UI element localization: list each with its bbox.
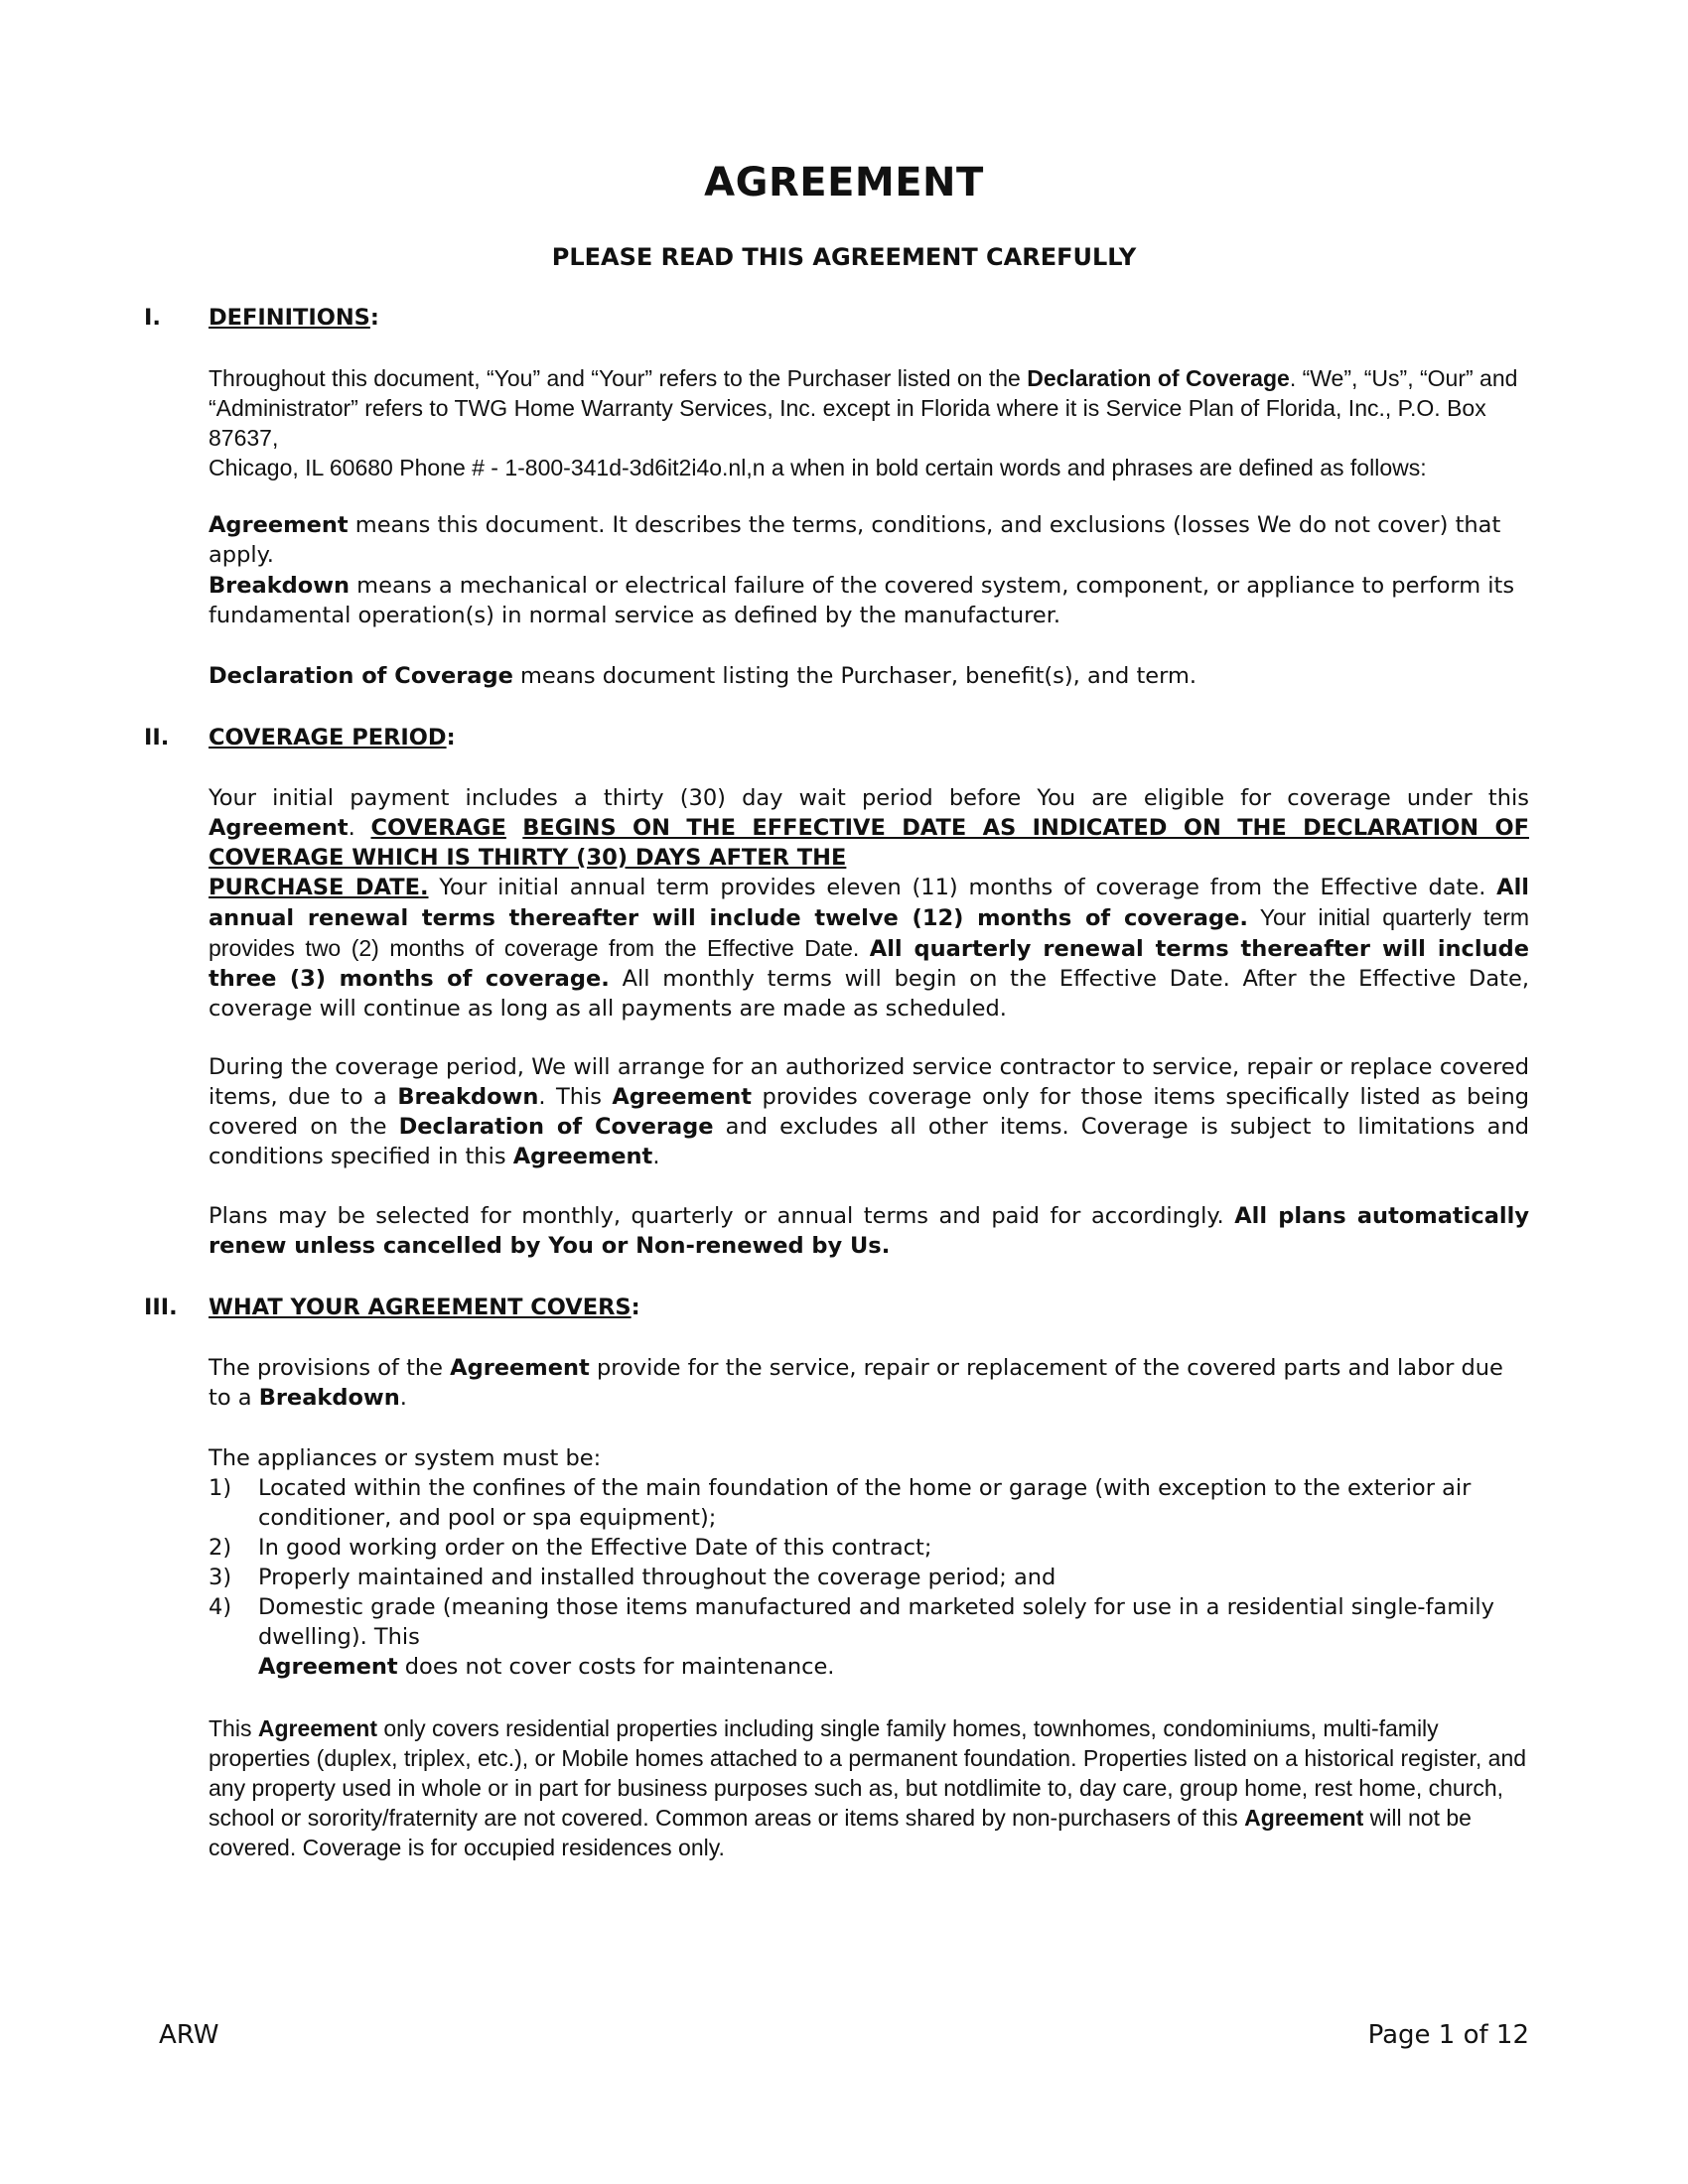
list-number: 3): [209, 1565, 232, 1590]
paragraph-text: Your initial payment includes a thirty (30) day wait period before You are eligible for coverage under this: [209, 785, 1529, 811]
bold-notice: All quarterly renewal terms thereafter will include three (3) months of coverage.: [209, 936, 1529, 992]
section-colon: :: [446, 725, 456, 751]
list-item: [209, 1563, 1529, 1592]
page-title: AGREEMENT: [704, 160, 984, 205]
section-label: COVERAGE PERIOD: [209, 725, 447, 751]
list-item-text: Located within the confines of the main foundation of the home or garage (with exception to the exterior air conditioner, and pool or spa equipment);: [258, 1475, 1472, 1531]
paragraph-text: provides coverage only for those items specifically listed as being covered on the: [209, 1084, 1530, 1140]
bold-term: Declaration of Coverage: [209, 663, 513, 689]
list-item-text: does not cover costs for maintenance.: [397, 1654, 835, 1680]
definition-breakdown: [209, 571, 1529, 630]
bold-term: Breakdown: [209, 573, 351, 599]
paragraph-text: school or sorority/fraternity are not covered. Common areas or items shared by non-purchasers of this: [209, 1805, 1245, 1831]
section-heading-what-covers: [144, 1293, 640, 1322]
coverage-period-paragraph-3: [209, 1201, 1529, 1261]
bold-term: Agreement: [450, 1355, 590, 1381]
list-item: [209, 1473, 1529, 1533]
paragraph-text: .: [399, 1385, 407, 1411]
section-label: WHAT YOUR AGREEMENT COVERS: [209, 1295, 632, 1320]
page-subtitle: PLEASE READ THIS AGREEMENT CAREFULLY: [551, 243, 1137, 271]
bold-term: Declaration of Coverage: [1027, 365, 1290, 391]
paragraph-text: This: [209, 1715, 258, 1741]
list-item-text: Properly maintained and installed throughout the coverage period; and: [258, 1565, 1056, 1590]
paragraph-text: During the coverage period, We will arrange for an authorized service contractor to service, repair or replace covered items, due to a: [209, 1054, 1529, 1110]
paragraph-text: provide for the service, repair or replacement of the covered parts and labor due to a: [209, 1355, 1503, 1411]
paragraph-text: All monthly terms will begin on the Effective Date. After the Effective Date, coverage will continue as long as all payments are made as scheduled.: [209, 966, 1529, 1022]
bold-term: Breakdown: [397, 1084, 539, 1110]
definition-agreement: [209, 510, 1529, 570]
paragraph-text: . This: [538, 1084, 613, 1110]
coverage-period-paragraph-1: [209, 783, 1529, 1024]
requirements-list: [209, 1443, 1529, 1682]
definition-declaration: [209, 661, 1529, 691]
footer-form-code: ARW: [159, 2020, 219, 2050]
bold-notice: All annual renewal terms thereafter will include twelve (12) months of coverage.: [209, 875, 1530, 931]
bold-term: Breakdown: [258, 1385, 400, 1411]
list-intro: The appliances or system must be:: [209, 1445, 602, 1471]
bold-term: Agreement: [209, 815, 349, 841]
list-item: [209, 1533, 1529, 1563]
list-item: [209, 1592, 1529, 1682]
section-heading-definitions: [144, 303, 379, 333]
underlined-notice: BEGINS ON THE EFFECTIVE DATE AS INDICATED ON THE DECLARATION OF COVERAGE WHICH IS THIRTY (30) DAYS AFTER THE: [209, 815, 1529, 871]
paragraph-text: only covers residential properties including single family homes, townhomes, condominiums, multi-family properties (duplex, triplex, etc.), or Mobile homes attached to a permanent foundation. Properties listed on a historical register, and: [209, 1715, 1527, 1771]
paragraph-text: .: [652, 1144, 660, 1169]
underlined-notice: PURCHASE DATE.: [209, 875, 429, 900]
intro-address: Chicago, IL 60680 Phone # - 1-800-341d-3d6it2i4o.nl,n a when in bold certain words and phrases are defined as follows:: [209, 455, 1427, 480]
definition-text: means document listing the Purchaser, benefit(s), and term.: [512, 663, 1197, 689]
bold-term: Agreement: [209, 512, 349, 538]
bold-term: Agreement: [1244, 1805, 1364, 1831]
section-heading-coverage-period: [144, 723, 456, 752]
definition-text: means a mechanical or electrical failure of the covered system, component, or appliance to perform its fundamental operation(s) in normal service as defined by the manufacturer.: [209, 573, 1515, 628]
paragraph-text: Your initial annual term provides eleven (11) months of coverage from the Effective date.: [428, 875, 1497, 900]
section-colon: :: [631, 1295, 640, 1320]
paragraph-text: The provisions of the: [209, 1355, 451, 1381]
paragraph-text: Your initial quarterly term provides two (2) months of coverage from the Effective Date.: [209, 904, 1530, 961]
list-number: 1): [209, 1475, 232, 1501]
intro-text: Throughout this document, “You” and “Your” refers to the Purchaser listed on the: [209, 365, 1028, 391]
section-number: III.: [144, 1295, 178, 1320]
section-number: II.: [144, 725, 170, 751]
list-number: 2): [209, 1535, 232, 1561]
covers-paragraph-2: [209, 1713, 1529, 1862]
definition-text: means this document. It describes the terms, conditions, and exclusions (losses We do not cover) that apply.: [209, 512, 1501, 568]
bold-term: Agreement: [612, 1084, 753, 1110]
page-number: Page 1 of 12: [1367, 2020, 1529, 2050]
bold-term: Agreement: [512, 1144, 653, 1169]
section-number: I.: [144, 305, 161, 331]
bold-term: Declaration of Coverage: [398, 1114, 714, 1140]
list-number: 4): [209, 1594, 232, 1620]
bold-notice: All plans automatically renew unless cancelled by You or Non-renewed by Us.: [209, 1203, 1529, 1259]
list-item-text: Domestic grade (meaning those items manufactured and marketed solely for use in a residential single-family dwelling). This: [258, 1594, 1494, 1650]
bold-term: Agreement: [257, 1715, 377, 1741]
paragraph-text: and excludes all other items. Coverage is subject to limitations and conditions specified in this: [209, 1114, 1529, 1169]
section-label: DEFINITIONS: [209, 305, 370, 331]
intro-text: . “We”, “Us”, “Our” and “Administrator” refers to TWG Home Warranty Services, Inc. except in Florida where it is Service Plan of Florida, Inc., P.O. Box 87637,: [209, 365, 1518, 451]
paragraph-text: will not be covered. Coverage is for occupied residences only.: [209, 1805, 1472, 1860]
underlined-notice: COVERAGE: [370, 815, 506, 841]
bold-term: Agreement: [258, 1654, 398, 1680]
paragraph-text: any property used in whole or in part for business purposes such as, but notdlimite to, day care, group home, rest home, church,: [209, 1775, 1504, 1801]
coverage-period-paragraph-2: [209, 1052, 1529, 1171]
paragraph-text: Plans may be selected for monthly, quarterly or annual terms and paid for accordingly.: [209, 1203, 1235, 1229]
list-item-text: In good working order on the Effective Date of this contract;: [258, 1535, 932, 1561]
covers-paragraph-1: [209, 1353, 1529, 1413]
definitions-intro: [209, 363, 1529, 482]
section-colon: :: [369, 305, 379, 331]
paragraph-text: .: [348, 815, 355, 841]
